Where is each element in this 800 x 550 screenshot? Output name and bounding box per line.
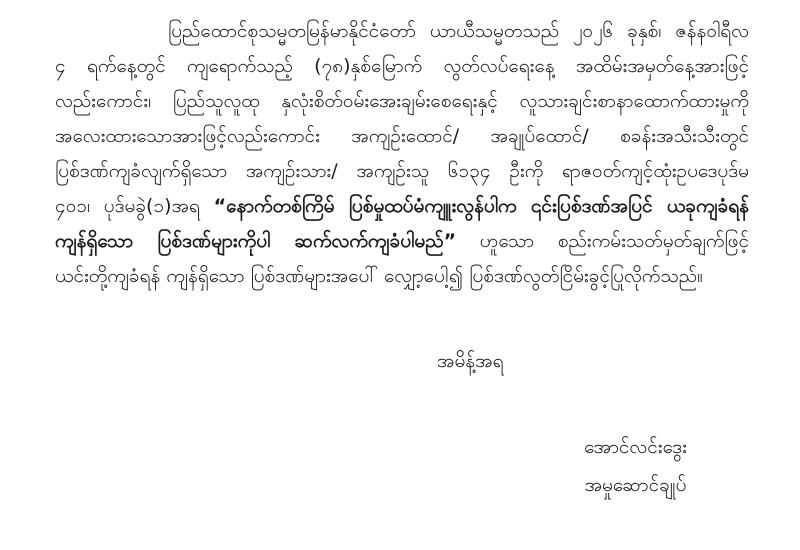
- body-text-segment: အလေးထားသောအားဖြင့်လည်းကောင်း အကျဉ်းထောင်/ အချုပ်ထောင်/ စခန်းအသီးသီးတွင်: [55, 125, 749, 147]
- body-text-bold-segment: “နောက်တစ်ကြိမ် ပြစ်မှုထပ်မံကျူးလွန်ပါက ၎င်းပြစ်ဒဏ်အပြင် ယခုကျခံရန်: [213, 195, 749, 217]
- body-text-segment: ပြည်ထောင်စုသမ္မတမြန်မာနိုင်ငံတော် ယာယီသမ္မတသည် ၂၀၂၆ ခုနှစ်၊ ဇန်နဝါရီလ: [168, 20, 749, 42]
- signatory-name: အောင်လင်းဒွေး: [584, 436, 687, 458]
- body-line: [55, 189, 749, 224]
- body-text-segment: လည်းကောင်း၊ ပြည်သူလူထု နှလုံးစိတ်ဝမ်းအေးချမ်းစေရေးနှင့် လူသားချင်းစာနာထောက်ထားမှုကို: [55, 90, 749, 112]
- body-line: [55, 224, 749, 259]
- body-line: [55, 49, 749, 84]
- body-text-segment: ဟူသော စည်းကမ်းသတ်မှတ်ချက်ဖြင့်: [456, 230, 749, 252]
- body-text-segment: ပြစ်ဒဏ်ကျခံလျက်ရှိသော အကျဉ်းသား/ အကျဉ်းသူ ၆၁၃၄ ဦးကို ရာဇဝတ်ကျင့်ထုံးဥပဒေပုဒ်မ: [55, 160, 749, 182]
- body-text-segment: ယင်းတို့ကျခံရန် ကျန်ရှိသော ပြစ်ဒဏ်များအပေါ် လျှော့ပေါ့၍ ပြစ်ဒဏ်လွတ်ငြိမ်းခွင့်ပြုလိုက်သည်။: [55, 265, 703, 287]
- body-text-segment: ၄ ရက်နေ့တွင် ကျရောက်သည့် (၇၈)နှစ်မြောက် လွတ်လပ်ရေးနေ့ အထိမ်းအမှတ်နေ့အားဖြင့်: [55, 55, 749, 77]
- body-line: [55, 259, 749, 294]
- body-line: [55, 14, 749, 49]
- body-paragraph: [55, 14, 749, 294]
- body-text-bold-segment: ကျန်ရှိသော ပြစ်ဒဏ်များကိုပါ ဆက်လက်ကျခံပါမည်”: [55, 230, 457, 252]
- signatory-title: အမှုဆောင်ချုပ်: [584, 474, 687, 496]
- order-by-line: အမိန့်အရ: [437, 350, 504, 372]
- body-line: [55, 84, 749, 119]
- body-text-segment: ၄၀၁၊ ပုဒ်မခွဲ(၁)အရ: [55, 195, 214, 217]
- body-line: [55, 119, 749, 154]
- signature-block: [553, 428, 718, 504]
- body-line: [55, 154, 749, 189]
